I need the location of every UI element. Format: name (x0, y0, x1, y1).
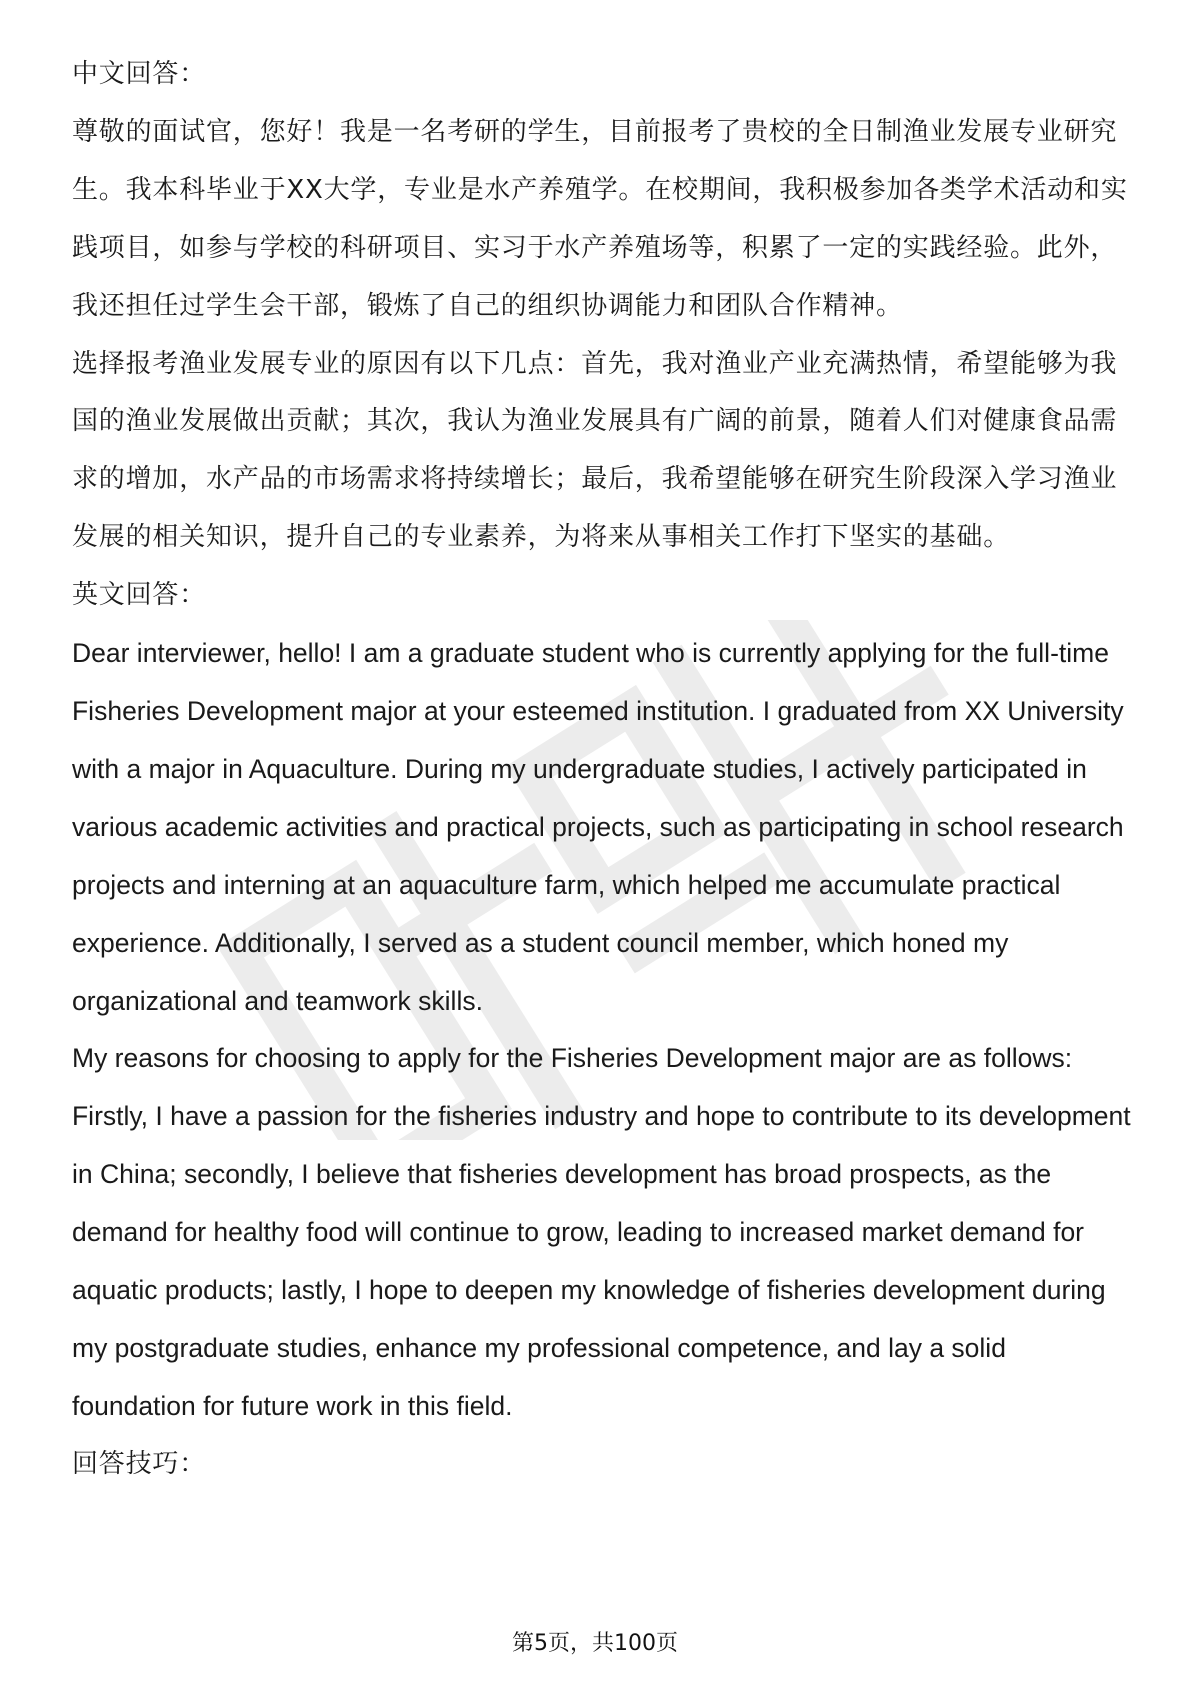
english-answer-paragraph-2: My reasons for choosing to apply for the Fisheries Development major are as follows: Firstly, I have a passion for the fisheries industry and hope to contribute to its development in China; secondly, I believe that fisheries development has broad prospects, as the demand for healthy food will continue to grow, leading to increased market demand for aquatic products; lastly, I hope to deepen my knowledge of fisheries development during my postgraduate studies, enhance my professional competence, and lay a solid foundation for future work in this field. (72, 1043, 1131, 1421)
page-number-footer: 第5页，共100页 (512, 1631, 678, 1656)
english-answer-paragraph-1: Dear interviewer, hello! I am a graduate student who is currently applying for the full-time Fisheries Development major at your esteemed institution. I graduated from XX University with a major in Aquaculture. During my undergraduate studies, I actively participated in various academic activities and practical projects, such as participating in school research projects and interning at an aquaculture farm, which helped me accumulate practical experience. Additionally, I served as a student council member, which honed my organizational and teamwork skills. (72, 638, 1124, 1016)
chinese-answer-paragraph-2: 选择报考渔业发展专业的原因有以下几点：首先，我对渔业产业充满热情，希望能够为我国的渔业发展做出贡献；其次，我认为渔业发展具有广阔的前景，随着人们对健康食品需求的增加，水产品的市场需求将持续增长；最后，我希望能够在研究生阶段深入学习渔业发展的相关知识，提升自己的专业素养，为将来从事相关工作打下坚实的基础。 (72, 348, 1118, 553)
document-body (72, 46, 1132, 1494)
chinese-answer-paragraph-1: 尊敬的面试官，您好！我是一名考研的学生，目前报考了贵校的全日制渔业发展专业研究生。我本科毕业于XX大学，专业是水产养殖学。在校期间，我积极参加各类学术活动和实践项目，如参与学校的科研项目、实习于水产养殖场等，积累了一定的实践经验。此外，我还担任过学生会干部，锻炼了自己的组织协调能力和团队合作精神。 (72, 116, 1128, 321)
section-heading-chinese: 中文回答： (72, 59, 207, 89)
section-heading-english: 英文回答： (72, 580, 207, 611)
section-heading-tips: 回答技巧： (72, 1448, 207, 1479)
